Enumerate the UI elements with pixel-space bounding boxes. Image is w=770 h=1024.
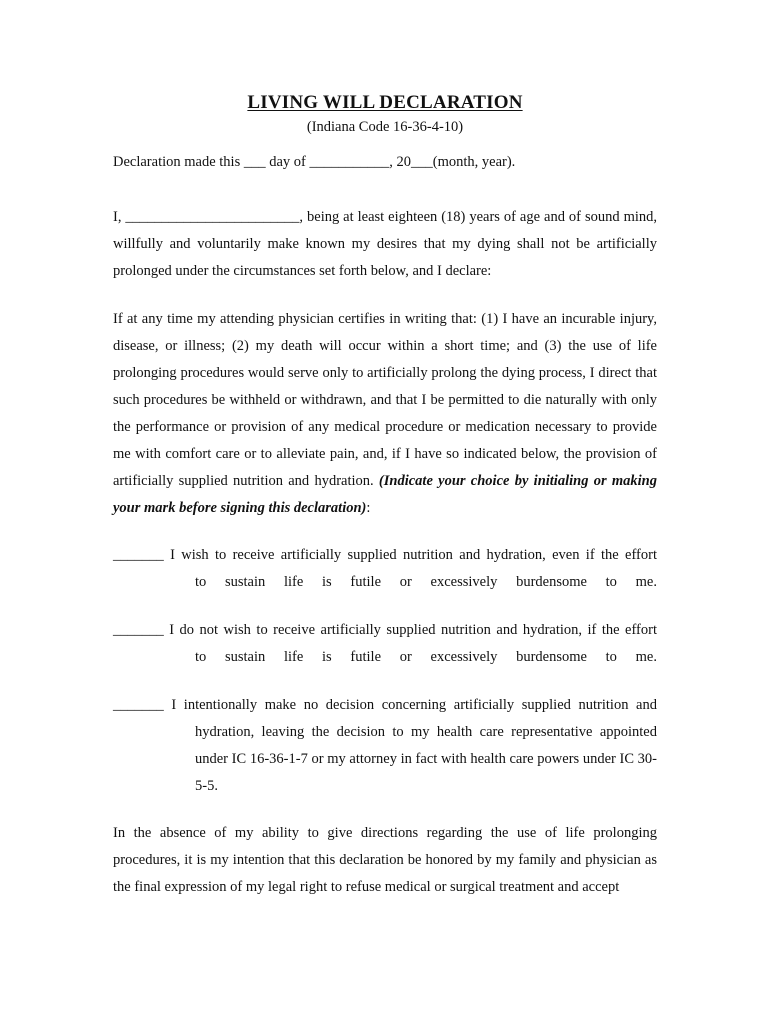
declaration-date-line: Declaration made this ___ day of ___________, 20___(month, year).: [113, 154, 516, 170]
choice-option-1-continuation: to sustain life is futile or excessively burdensome to me.: [195, 574, 657, 590]
intro-paragraph: I, ________________________, being at least eighteen (18) years of age and of sound mind, willfully and voluntarily make known my desires that my dying shall not be artificially prolonged under the circumstances set forth below, and I declare:: [113, 209, 657, 279]
choice-option-2-continuation: to sustain life is futile or excessively burdensome to me.: [195, 649, 657, 665]
instruction-suffix: :: [366, 500, 371, 516]
instruction-text: (Indicate your choice by initialing or making your mark before signing this declaration): [113, 473, 657, 516]
document-title: LIVING WILL DECLARATION: [247, 92, 523, 113]
choice-option-3-line: _______ I intentionally make no decision concerning artificially supplied nutrition and: [113, 697, 657, 713]
choice-option-3: [113, 692, 657, 800]
choice-option-2-line: _______ I do not wish to receive artificially supplied nutrition and hydration, if the effort: [113, 622, 657, 638]
choice-option-3-continuation: hydration, leaving the decision to my health care representative appointed under IC 16-36-1-7 or my attorney in fact with health care powers under IC 30-5-5.: [195, 724, 657, 794]
closing-paragraph: In the absence of my ability to give directions regarding the use of life prolonging procedures, it is my intention that this declaration be honored by my family and physician as the final expression of my legal right to refuse medical or surgical treatment and accept: [113, 825, 657, 895]
choice-option-2: [113, 617, 657, 671]
document-subtitle: (Indiana Code 16-36-4-10): [306, 119, 464, 135]
main-paragraph-text: If at any time my attending physician certifies in writing that: (1) I have an incurable injury, disease, or illness; (2) my death will occur within a short time; and (3) the use of life prolonging procedures would serve only to artificially prolong the dying process, I direct that such procedures be withheld or withdrawn, and that I be permitted to die naturally with only the performance or provision of any medical procedure or medication necessary to provide me with comfort care or to alleviate pain, and, if I have so indicated below, the provision of artificially supplied nutrition and hydration.: [113, 311, 657, 489]
choice-option-1-line: _______ I wish to receive artificially supplied nutrition and hydration, even if the effort: [113, 547, 657, 563]
choice-option-1: [113, 542, 657, 596]
main-paragraph: [113, 306, 657, 522]
